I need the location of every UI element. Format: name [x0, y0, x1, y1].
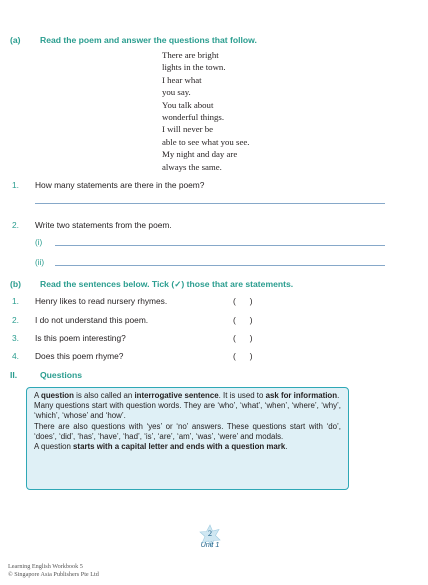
- info-paragraph: Many questions start with question words. They are ‘who’, ‘what’, ‘when’, ‘where’, ‘why’, ‘which’, ‘whose’ and ‘how’.: [34, 401, 341, 421]
- section-b-heading: [10, 279, 293, 290]
- sub-label: (i): [35, 238, 43, 247]
- poem-line: My night and day are: [162, 149, 238, 160]
- footer-book-title: Learning English Workbook 5: [8, 563, 83, 570]
- item-number: 4.: [12, 351, 19, 361]
- unit-label: Unit 1: [200, 540, 220, 549]
- question-number: 1.: [12, 180, 19, 190]
- item-number: 2.: [12, 315, 19, 325]
- answer-line[interactable]: [55, 245, 385, 246]
- sentence-text: I do not understand this poem.: [35, 315, 149, 325]
- item-number: 3.: [12, 333, 19, 343]
- poem-line: I will never be: [162, 124, 214, 135]
- sentence-text: Is this poem interesting?: [35, 333, 126, 343]
- section-a-label: (a): [10, 35, 21, 45]
- poem-line: I hear what: [162, 74, 202, 85]
- sub-label: (ii): [35, 258, 45, 267]
- poem-line: wonderful things.: [162, 112, 225, 123]
- poem-line: you say.: [162, 87, 191, 98]
- poem-line: always the same.: [162, 161, 222, 172]
- info-paragraph: A question starts with a capital letter and ends with a question mark.: [34, 442, 288, 452]
- tick-box[interactable]: ( ): [233, 333, 253, 343]
- page-number: 2: [207, 528, 213, 538]
- tick-box[interactable]: ( ): [233, 315, 253, 325]
- info-paragraph: A question is also called an interrogative sentence. It is used to ask for information.: [34, 391, 340, 400]
- poem-line: able to see what you see.: [162, 136, 250, 147]
- section-b-title: Read the sentences below. Tick (✓) those that are statements.: [40, 279, 294, 289]
- poem-line: lights in the town.: [162, 62, 226, 73]
- section-ii-title: Questions: [40, 370, 83, 380]
- poem-line: There are bright: [162, 50, 219, 60]
- footer-copyright: © Singapore Asia Publishers Pte Ltd: [8, 571, 99, 578]
- tick-box[interactable]: ( ): [233, 351, 253, 361]
- item-number: 1.: [12, 296, 19, 306]
- answer-line[interactable]: [35, 203, 385, 204]
- answer-line[interactable]: [55, 265, 385, 266]
- section-ii-heading: [10, 370, 82, 380]
- question-number: 2.: [12, 220, 19, 230]
- section-a-heading: [10, 35, 257, 45]
- info-paragraph: There are also questions with ‘yes’ or ‘no’ answers. These questions start with ‘do’, ‘does’, ‘did’, ‘has’, ‘have’, ‘had’, ‘is’, ‘are’, ‘am’, ‘was’, ‘were’ and modals.: [34, 421, 341, 441]
- sentence-text: Henry likes to read nursery rhymes.: [35, 296, 168, 306]
- question-text: Write two statements from the poem.: [35, 220, 172, 230]
- info-box: [26, 387, 349, 490]
- poem: [162, 49, 249, 173]
- tick-box[interactable]: ( ): [233, 296, 253, 306]
- question-text: How many statements are there in the poem?: [35, 180, 205, 190]
- poem-line: You talk about: [162, 99, 214, 110]
- section-ii-label: II.: [10, 370, 18, 380]
- section-a-title: Read the poem and answer the questions that follow.: [40, 35, 257, 45]
- section-b-label: (b): [10, 279, 21, 289]
- sentence-text: Does this poem rhyme?: [35, 351, 124, 361]
